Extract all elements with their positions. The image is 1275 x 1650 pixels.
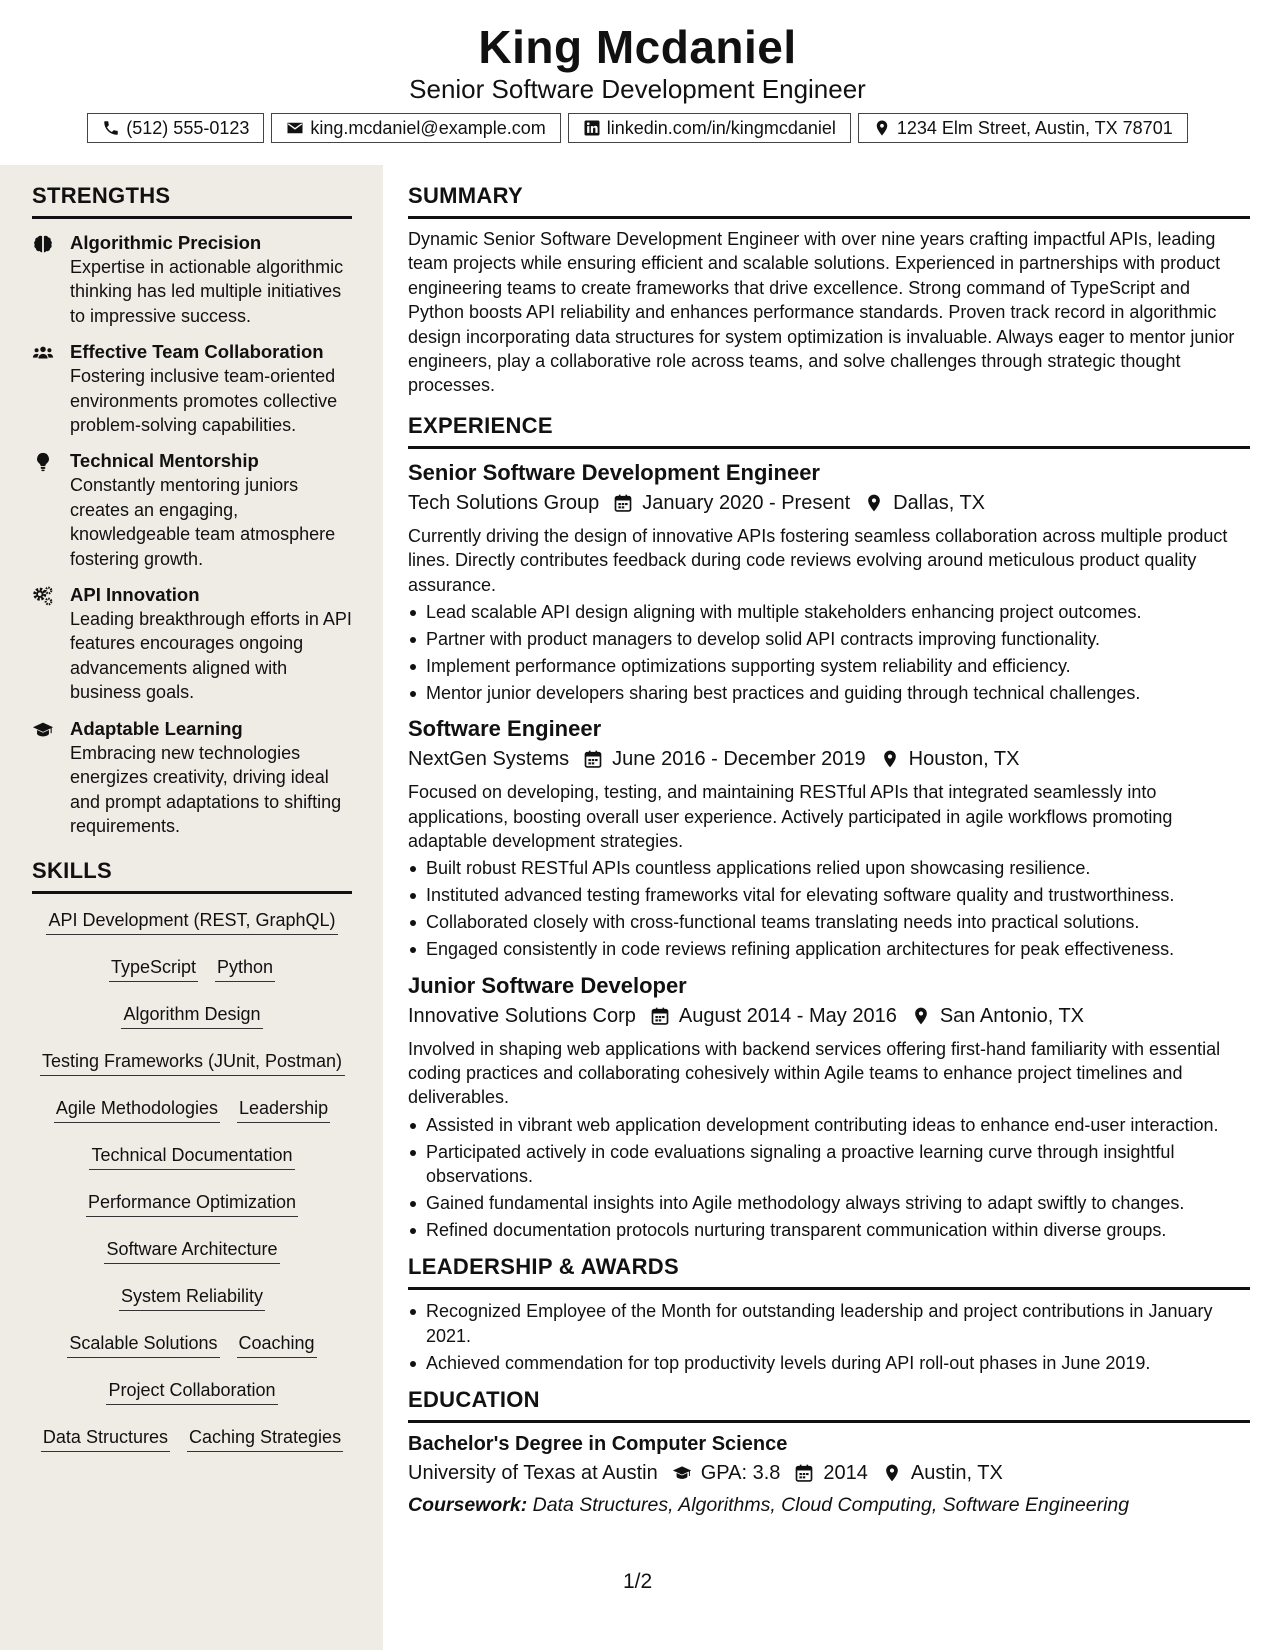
contact-phone-text: (512) 555-0123 (126, 117, 250, 138)
job-title: Software Engineer (408, 716, 602, 742)
sidebar (0, 165, 383, 1650)
job-company: NextGen Systems (408, 748, 570, 771)
job-bullet: Instituted advanced testing frameworks vital for elevating software quality and trustworthiness. (408, 883, 1250, 907)
lightbulb-icon (32, 451, 54, 473)
skill-tag: Leadership (237, 1096, 330, 1123)
job-dates: June 2016 - December 2019 (612, 748, 866, 771)
contact-email[interactable] (271, 113, 560, 143)
school-location: Austin, TX (910, 1462, 1003, 1484)
job-entry (408, 715, 1250, 961)
education-heading: EDUCATION (408, 1387, 1250, 1423)
location-pin-icon (880, 749, 900, 769)
job-location: San Antonio, TX (939, 1004, 1085, 1027)
job-bullet: Partner with product managers to develop solid API contracts improving functionality. (408, 627, 1250, 651)
award-item: Achieved commendation for top productivity levels during API roll-out phases in June 2019. (408, 1351, 1250, 1375)
location-pin-icon (911, 1006, 931, 1026)
envelope-icon (286, 119, 304, 137)
summary-heading: SUMMARY (408, 183, 1250, 219)
skill-tag: Technical Documentation (89, 1143, 294, 1170)
brain-icon (32, 233, 54, 255)
strength-item (32, 583, 352, 705)
strength-desc: Expertise in actionable algorithmic thinking has led multiple initiatives to impressive success. (70, 257, 344, 326)
contact-address-text: 1234 Elm Street, Austin, TX 78701 (896, 117, 1173, 138)
strength-title: Algorithmic Precision (70, 232, 262, 253)
job-meta (408, 488, 1250, 518)
job-description: Focused on developing, testing, and maintaining RESTful APIs that integrated seamlessly into applications, boosting overall user experience. Actively participated in agile workflows promoting adaptable development strategies. (408, 782, 1173, 851)
job-bullet: Assisted in vibrant web application development contributing ideas to enhance end-user interaction. (408, 1113, 1250, 1137)
skill-tag: TypeScript (109, 955, 198, 982)
strengths-heading: STRENGTHS (32, 183, 352, 219)
contact-email-text: king.mcdaniel@example.com (310, 117, 546, 138)
skill-tag: Project Collaboration (106, 1378, 277, 1405)
job-location: Dallas, TX (893, 491, 986, 514)
job-description: Currently driving the design of innovative APIs fostering seamless collaboration across multiple product lines. Directly contributes feedback during code reviews evolving around meticulous product quality assurance. (408, 525, 1228, 595)
resume-header (0, 0, 1275, 165)
calendar-icon (794, 1463, 814, 1483)
graduation-cap-icon (672, 1463, 692, 1483)
contact-bar (0, 113, 1275, 143)
leadership-list (408, 1299, 1250, 1375)
job-bullet: Refined documentation protocols nurturing transparent communication within diverse groups. (408, 1218, 1250, 1242)
job-bullet: Gained fundamental insights into Agile methodology always striving to adapt swiftly to changes. (408, 1191, 1250, 1215)
summary-text: Dynamic Senior Software Development Engineer with over nine years crafting impactful APIs, leading team projects while ensuring efficient and scalable solutions. Experienced in partnerships with product engineering teams to create frameworks that drive excellence. Strong command of TypeScript and Python boosts API reliability and enhances performance standards. Proven track record in algorithmic design incorporating data structures for system optimization is invaluable. Always eager to mentor junior engineers, play a collaborative role across teams, and solve challenges through strategic thought processes. (408, 229, 1235, 396)
location-pin-icon (882, 1463, 902, 1483)
contact-linkedin[interactable] (568, 113, 851, 143)
strength-item (32, 449, 352, 571)
strength-desc: Embracing new technologies energizes creativity, driving ideal and prompt adaptations to shifting requirements. (70, 742, 342, 836)
job-entry (408, 459, 1250, 705)
skill-tag: Data Structures (41, 1425, 170, 1452)
calendar-icon (613, 493, 633, 513)
job-dates: August 2014 - May 2016 (678, 1004, 897, 1027)
job-bullet: Lead scalable API design aligning with multiple stakeholders enhancing project outcomes. (408, 600, 1250, 624)
phone-icon (102, 119, 120, 137)
job-entry (408, 972, 1250, 1243)
skill-tag: Coaching (237, 1331, 317, 1358)
strength-desc: Leading breakthrough efforts in API features encourages ongoing advancements aligned with business goals. (70, 609, 352, 703)
graduation-year: 2014 (823, 1462, 868, 1484)
coursework-label: Coursework: (408, 1494, 528, 1516)
candidate-role: Senior Software Development Engineer (409, 74, 866, 104)
skill-tag: Performance Optimization (86, 1190, 298, 1217)
calendar-icon (583, 749, 603, 769)
skill-tag: Algorithm Design (121, 1002, 262, 1029)
strength-desc: Fostering inclusive team-oriented environments promotes collective problem-solving capabilities. (70, 366, 338, 436)
skill-tag: System Reliability (119, 1284, 265, 1311)
team-icon (32, 342, 54, 364)
coursework (408, 1492, 1250, 1518)
strength-item (32, 717, 352, 839)
job-bullet: Collaborated closely with cross-functional teams translating needs into practical solutions. (408, 910, 1250, 934)
strength-desc: Constantly mentoring juniors creates an engaging, knowledgeable team atmosphere fostering growth. (70, 475, 336, 569)
skill-tag: Scalable Solutions (67, 1331, 219, 1358)
skill-tag: Testing Frameworks (JUnit, Postman) (40, 1049, 345, 1076)
skill-tag: Agile Methodologies (54, 1096, 220, 1123)
experience-heading: EXPERIENCE (408, 413, 1250, 449)
gpa: GPA: 3.8 (700, 1462, 781, 1484)
contact-phone[interactable] (87, 113, 264, 143)
job-bullets (408, 856, 1250, 961)
page-number: 1/2 (623, 1570, 653, 1593)
job-bullets (408, 600, 1250, 705)
candidate-name: King Mcdaniel (478, 21, 797, 73)
job-description: Involved in shaping web applications with backend services offering first-hand familiarity with essential coding practices and collaborating cohesively within Agile teams to enhance project timelines and deliverables. (408, 1038, 1221, 1108)
job-meta (408, 744, 1250, 774)
degree-title: Bachelor's Degree in Computer Science (408, 1433, 788, 1455)
job-meta (408, 1001, 1250, 1031)
contact-linkedin-text: linkedin.com/in/kingmcdaniel (606, 117, 836, 138)
job-bullet: Engaged consistently in code reviews refining application architectures for peak effectiveness. (408, 937, 1250, 961)
main-content (383, 165, 1275, 1650)
award-item: Recognized Employee of the Month for outstanding leadership and project contributions in January 2021. (408, 1299, 1250, 1348)
job-bullets (408, 1113, 1250, 1243)
strength-item (32, 340, 352, 437)
skill-tag: Python (215, 955, 275, 982)
job-bullet: Implement performance optimizations supporting system reliability and efficiency. (408, 654, 1250, 678)
skill-tag: Caching Strategies (187, 1425, 343, 1452)
strength-title: Adaptable Learning (70, 717, 243, 739)
job-bullet: Mentor junior developers sharing best practices and guiding through technical challenges. (408, 681, 1250, 705)
skills-heading: SKILLS (32, 858, 352, 894)
coursework-list: Data Structures, Algorithms, Cloud Computing, Software Engineering (532, 1494, 1130, 1516)
calendar-icon (650, 1006, 670, 1026)
skill-tag: API Development (REST, GraphQL) (46, 908, 337, 935)
location-pin-icon (864, 493, 884, 513)
job-company: Innovative Solutions Corp (408, 1004, 636, 1027)
job-title: Junior Software Developer (408, 972, 687, 998)
strength-title: API Innovation (70, 584, 200, 606)
contact-address[interactable] (858, 113, 1188, 143)
skills-list (32, 908, 352, 1452)
education-meta (408, 1458, 1250, 1488)
location-pin-icon (873, 119, 891, 137)
linkedin-icon (583, 119, 601, 137)
job-bullet: Participated actively in code evaluations signaling a proactive learning curve through insightful observations. (408, 1140, 1250, 1189)
strength-title: Technical Mentorship (70, 450, 259, 472)
job-dates: January 2020 - Present (642, 491, 851, 514)
leadership-heading: LEADERSHIP & AWARDS (408, 1254, 1250, 1290)
job-location: Houston, TX (908, 748, 1020, 771)
job-bullet: Built robust RESTful APIs countless applications relied upon showcasing resilience. (408, 856, 1250, 880)
school-name: University of Texas at Austin (408, 1462, 658, 1484)
skill-tag: Software Architecture (104, 1237, 279, 1264)
graduation-cap-icon (32, 719, 54, 741)
strength-title: Effective Team Collaboration (70, 341, 324, 363)
job-title: Senior Software Development Engineer (408, 459, 820, 485)
job-company: Tech Solutions Group (408, 491, 600, 514)
gears-icon (32, 585, 54, 607)
strength-item (32, 231, 352, 328)
